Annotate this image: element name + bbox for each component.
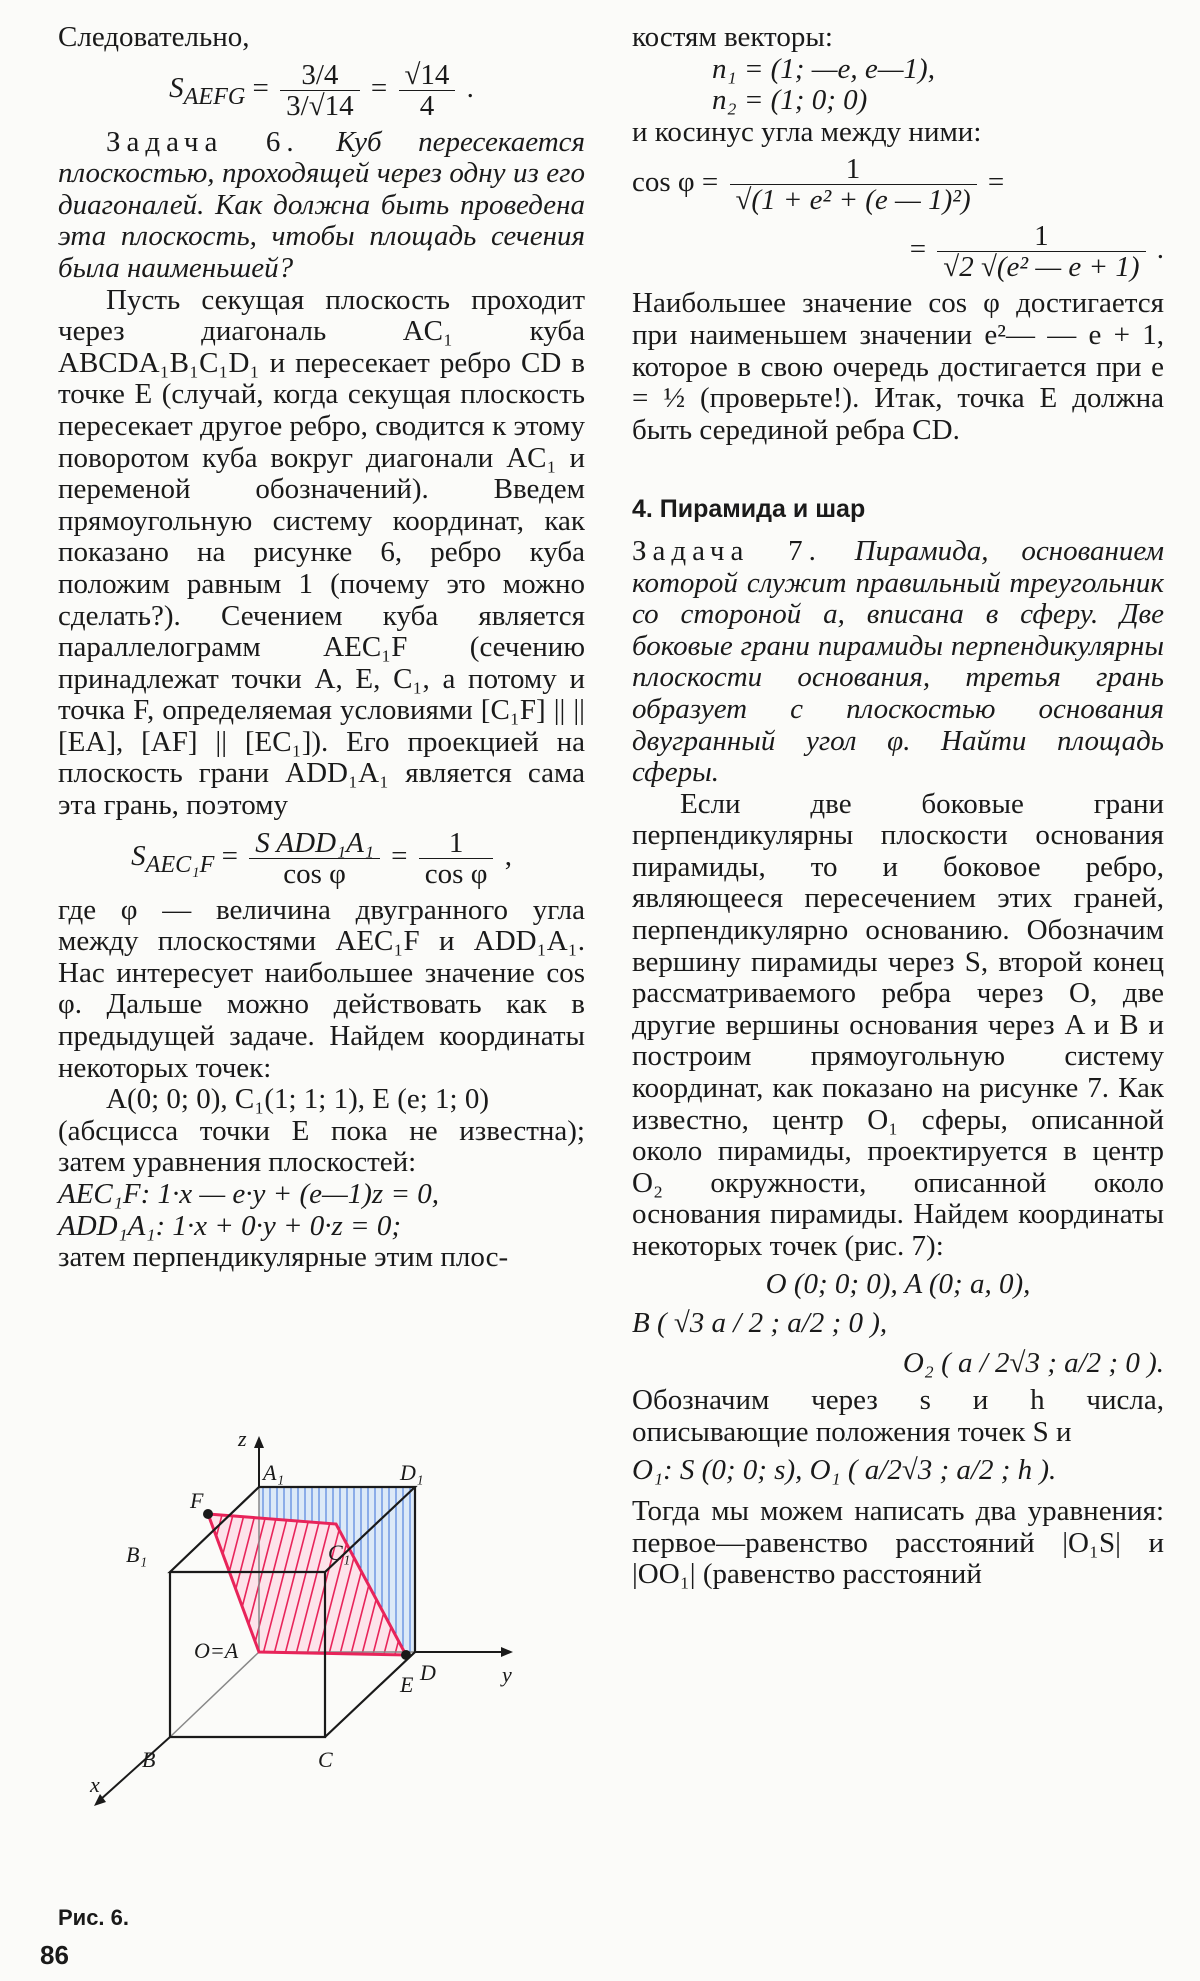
task-6-label: Задача 6.	[106, 125, 300, 158]
figure-caption: Рис. 6.	[58, 1905, 130, 1930]
points-line-2: B ( √3 a / 2 ; a/2 ; 0 ),	[632, 1307, 888, 1340]
label-f: F	[190, 1488, 204, 1513]
vector-n1: n₁ = (1; —e, e—1),	[712, 52, 935, 85]
fraction-numerator: 1	[419, 828, 494, 859]
page-number: 86	[40, 1940, 69, 1970]
fraction-numerator: 1	[730, 154, 977, 185]
paragraph: затем перпендикулярные этим плос-	[58, 1241, 509, 1274]
task-7-label: Задача 7.	[632, 534, 822, 567]
label-z: z	[238, 1432, 247, 1451]
label-a1: A₁	[263, 1460, 285, 1485]
label-e: E	[400, 1672, 414, 1697]
plane-equation-2: ADD₁A₁: 1·x + 0·y + 0·z = 0;	[58, 1209, 402, 1242]
task-6-text: Куб пересекается плоскостью, проходящей через одну из его диагоналей. Как должна быть проведена эта плоскость, чтобы площадь сечения была наименьшей?	[58, 125, 585, 284]
label-b: B	[142, 1747, 156, 1772]
section-hatch-line	[437, 1507, 477, 1662]
paragraph: Следовательно,	[58, 21, 250, 53]
section-hatch-line	[448, 1507, 488, 1662]
paragraph: Обозначим через s и h числа, описывающие положения точек S и	[632, 1384, 1164, 1448]
task-7-text: Пирамида, основанием которой служит правильный треугольник со стороной a, вписана в сферу. Две боковые грани пирамиды перпендикулярны плоскости основания, третья грань образует с плоскостью основания двугранный угол φ. Найти площадь сферы.	[632, 534, 1165, 789]
right-column	[632, 22, 1164, 1591]
paragraph: Пусть секущая плоскость проходит через диагональ AC₁ куба ABCDA₁B₁C₁D₁ и пересекает ребро CD в точке E (случай, когда секущая плоскость пересекает другое ребро, сводится к этому поворотом куба вокруг диагонали AC₁ и переменой обозначений). Введем прямоугольную систему координат, как показано на рисунке 6, ребро куба положим равным 1 (почему это можно сделать?). Сечением куба является параллелограмм AEC₁F (сечению принадлежат точки A, E, C₁, а потому и точка F, определяемая условиями [C₁F] || || [EA], [AF] || [EC₁]). Его проекцией на плоскость грани ADD₁A₁ является сама эта грань, поэтому	[58, 283, 585, 822]
label-d: D	[420, 1660, 436, 1685]
task-6	[58, 127, 585, 285]
fraction-denominator: cos φ	[424, 857, 488, 890]
formula-lhs-sub: AEC₁F	[145, 850, 215, 878]
point-f	[203, 1509, 213, 1519]
formula-lhs: S	[169, 71, 184, 104]
fraction-numerator: 1	[937, 221, 1145, 252]
fraction-denominator: √2 √(e² — e + 1)	[943, 251, 1140, 284]
label-o-a: O=A	[194, 1638, 239, 1663]
label-y: y	[502, 1662, 512, 1687]
paragraph: где φ — величина двугранного угла между плоскостями AEC₁F и ADD₁A₁. Нас интересует наибольшее значение cos φ. Дальше можно действовать как в предыдущей задаче. Найдем координаты некоторых точек:	[58, 893, 585, 1084]
cosine-formula-2: = $\frac{1}{\text{√2 √(e² — e + 1)}}$ .	[909, 220, 1164, 284]
paragraph: костям векторы:	[632, 21, 833, 53]
formula-lhs: S	[131, 839, 146, 872]
cosine-formula-1: cos φ = $\frac{1}{\text{√(1 + e² + (e — 1)²)}}$ =	[632, 153, 1005, 217]
fraction-numerator: S ADD₁A₁	[249, 828, 380, 859]
hidden-edge	[170, 1652, 259, 1737]
paragraph: и косинус угла между ними:	[632, 115, 982, 148]
label-d1: D₁	[400, 1460, 424, 1485]
section-hatch-line	[459, 1507, 499, 1662]
paragraph: Тогда мы можем написать два уравнения: первое—равенство расстояний |O₁S| и |OO₁| (равенство расстояний	[632, 1495, 1164, 1591]
z-arrow	[254, 1436, 264, 1448]
section-hatch-line	[140, 1507, 180, 1662]
points-line-1: O (0; 0; 0), A (0; a, 0),	[765, 1267, 1031, 1300]
y-arrow	[501, 1647, 513, 1657]
label-x: x	[90, 1772, 100, 1797]
fraction-numerator: 3/4	[280, 60, 359, 91]
section-hatch-line	[415, 1507, 455, 1662]
vector-n2: n₂ = (1; 0; 0)	[712, 84, 868, 117]
points-line-3: O₂ ( a / 2√3 ; a/2 ; 0 ).	[902, 1346, 1164, 1379]
fraction-denominator: √(1 + e² + (e — 1)²)	[735, 184, 971, 217]
formula-area-aefg: $S_{AEFG}$ = $\frac{3/4}{3/√14}$ = $\frac{√14}{4}$ .	[169, 58, 474, 122]
paragraph: (абсцисса точки E пока не известна); затем уравнения плоскостей:	[58, 1114, 585, 1179]
paragraph: Наибольшее значение cos φ достигается при наименьшем значении e²— — e + 1, которое в свою очередь достигается при e = ½ (проверьте!). Итак, точка E должна быть серединой ребра CD.	[632, 287, 1164, 446]
left-column	[58, 22, 585, 1274]
cosine-lhs: cos φ =	[632, 166, 719, 199]
section-heading: 4. Пирамида и шар	[632, 495, 866, 524]
formula-lhs-sub: AEFG	[183, 82, 246, 110]
fraction-denominator: cos φ	[283, 857, 346, 890]
plane-equation-1: AEC₁F: 1·x — e·y + (e—1)z = 0,	[58, 1178, 440, 1210]
label-c: C	[318, 1747, 333, 1772]
paragraph: Если две боковые грани перпендикулярны плоскости основания пирамиды, то и боковое ребро, являющееся пересечением этих граней, перпендикулярно основанию. Обозначим вершину пирамиды через S, второй конец рассматриваемого ребра через O, две другие вершины основания через A и B и построим прямоугольную систему координат, как показано на рисунке 7. Как известно, центр O₁ сферы, описанной около пирамиды, проектируется в центр O₂ окружности, описанной около основания пирамиды. Найдем координаты некоторых точек (рис. 7):	[632, 787, 1164, 1262]
fraction-denominator: 4	[419, 89, 435, 122]
point-e	[401, 1650, 411, 1660]
cube-figure	[50, 1432, 600, 1902]
coordinates-line: A(0; 0; 0), C₁(1; 1; 1), E (e; 1; 0)	[106, 1083, 490, 1116]
formula-area-aec1f: $S_{AEC_1F}$ = $\frac{\text{S ADD₁A₁}}{\text{cos φ}}$ = $\frac{1}{\text{cos φ}}$ ,	[131, 826, 512, 890]
label-b1: B₁	[126, 1542, 148, 1567]
x-axis	[100, 1737, 170, 1800]
label-c1: C₁	[328, 1540, 351, 1565]
points-line-4: O₁: S (0; 0; s), O₁ ( a/2√3 ; a/2 ; h ).	[632, 1453, 1057, 1486]
fraction-denominator: 3/√14	[286, 89, 354, 122]
fraction-numerator: √14	[399, 60, 456, 91]
task-7	[632, 536, 1164, 789]
section-hatch-line	[426, 1507, 466, 1662]
